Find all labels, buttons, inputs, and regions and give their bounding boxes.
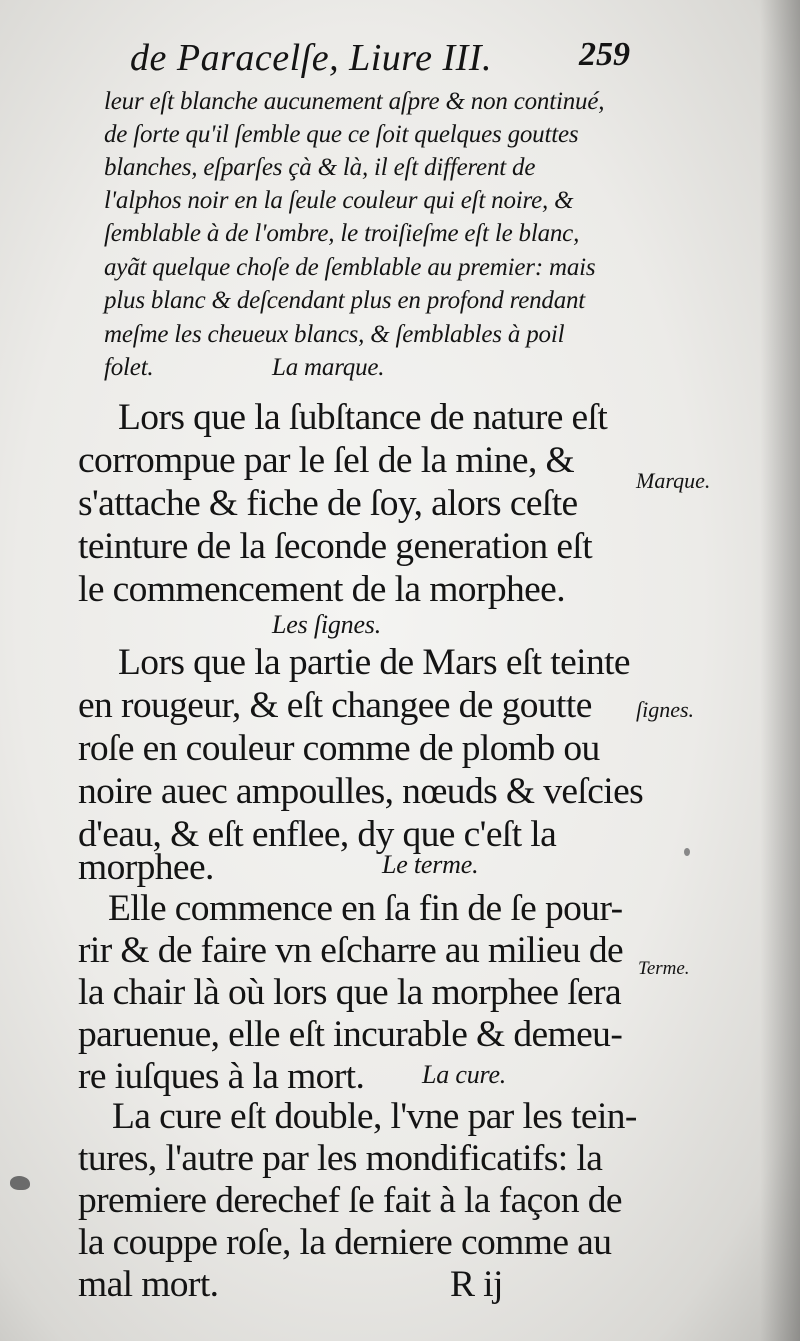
body-line: blanches, eſparſes çà & là, il eſt different de — [104, 154, 536, 181]
ink-speck — [684, 848, 690, 856]
body-line: ſemblable à de l'ombre, le troiſieſme eſt le blanc, — [104, 220, 580, 247]
body-line: paruenue, elle eſt incurable & demeu- — [78, 1014, 623, 1055]
ink-blot — [10, 1176, 30, 1190]
body-line: en rougeur, & eſt changee de goutte — [78, 685, 592, 726]
body-line: de ſorte qu'il ſemble que ce ſoit quelques gouttes — [104, 121, 579, 148]
body-line: d'eau, & eſt enflee, dy que c'eſt la — [78, 814, 557, 855]
body-line: l'alphos noir en la ſeule couleur qui eſt noire, & — [104, 187, 574, 214]
body-line: corrompue par le ſel de la mine, & — [78, 440, 575, 481]
body-line: morphee. — [78, 847, 214, 888]
marginal-note: Terme. — [638, 958, 690, 979]
body-line: le commencement de la morphee. — [78, 569, 565, 610]
marginal-note: ſignes. — [636, 697, 695, 722]
body-line: rir & de faire vn eſcharre au milieu de — [78, 930, 624, 971]
body-line: teinture de la ſeconde generation eſt — [78, 526, 593, 567]
signature-mark: R ij — [450, 1264, 503, 1305]
body-line: Elle commence en ſa fin de ſe pour- — [108, 888, 623, 929]
body-line: ayãt quelque choſe de ſemblable au premier: mais — [104, 254, 596, 281]
body-line: meſme les cheueux blancs, & ſemblables à poil — [104, 321, 565, 348]
body-line: re iuſques à la mort. — [78, 1056, 365, 1097]
body-line: Lors que la ſubſtance de nature eſt — [118, 397, 608, 438]
section-heading: Les ſignes. — [272, 610, 382, 639]
section-heading: Le terme. — [382, 850, 479, 879]
body-line: folet. — [104, 354, 154, 381]
body-line: leur eſt blanche aucunement aſpre & non continué, — [104, 88, 605, 115]
section-heading: La cure. — [422, 1060, 507, 1089]
page-edge-shadow — [760, 0, 800, 1341]
body-line: La cure eſt double, l'vne par les tein- — [112, 1096, 637, 1137]
body-line: la couppe roſe, la derniere comme au — [78, 1222, 612, 1263]
running-head: de Paracelſe, Liure III. — [130, 37, 492, 79]
body-line: noire auec ampoulles, nœuds & veſcies — [78, 771, 644, 812]
body-line: s'attache & fiche de ſoy, alors ceſte — [78, 483, 578, 524]
body-line: la chair là où lors que la morphee ſera — [78, 972, 622, 1013]
page-header — [130, 36, 630, 86]
body-line: Lors que la partie de Mars eſt teinte — [118, 642, 630, 683]
body-line: plus blanc & deſcendant plus en profond rendant — [104, 287, 586, 314]
section-heading: La marque. — [272, 354, 385, 381]
body-line: tures, l'autre par les mondificatifs: la — [78, 1138, 603, 1179]
body-line: roſe en couleur comme de plomb ou — [78, 728, 600, 769]
marginal-note: Marque. — [636, 468, 711, 493]
body-line: premiere derechef ſe fait à la façon de — [78, 1180, 622, 1221]
page-number: 259 — [579, 36, 630, 73]
body-line: mal mort. — [78, 1264, 219, 1305]
